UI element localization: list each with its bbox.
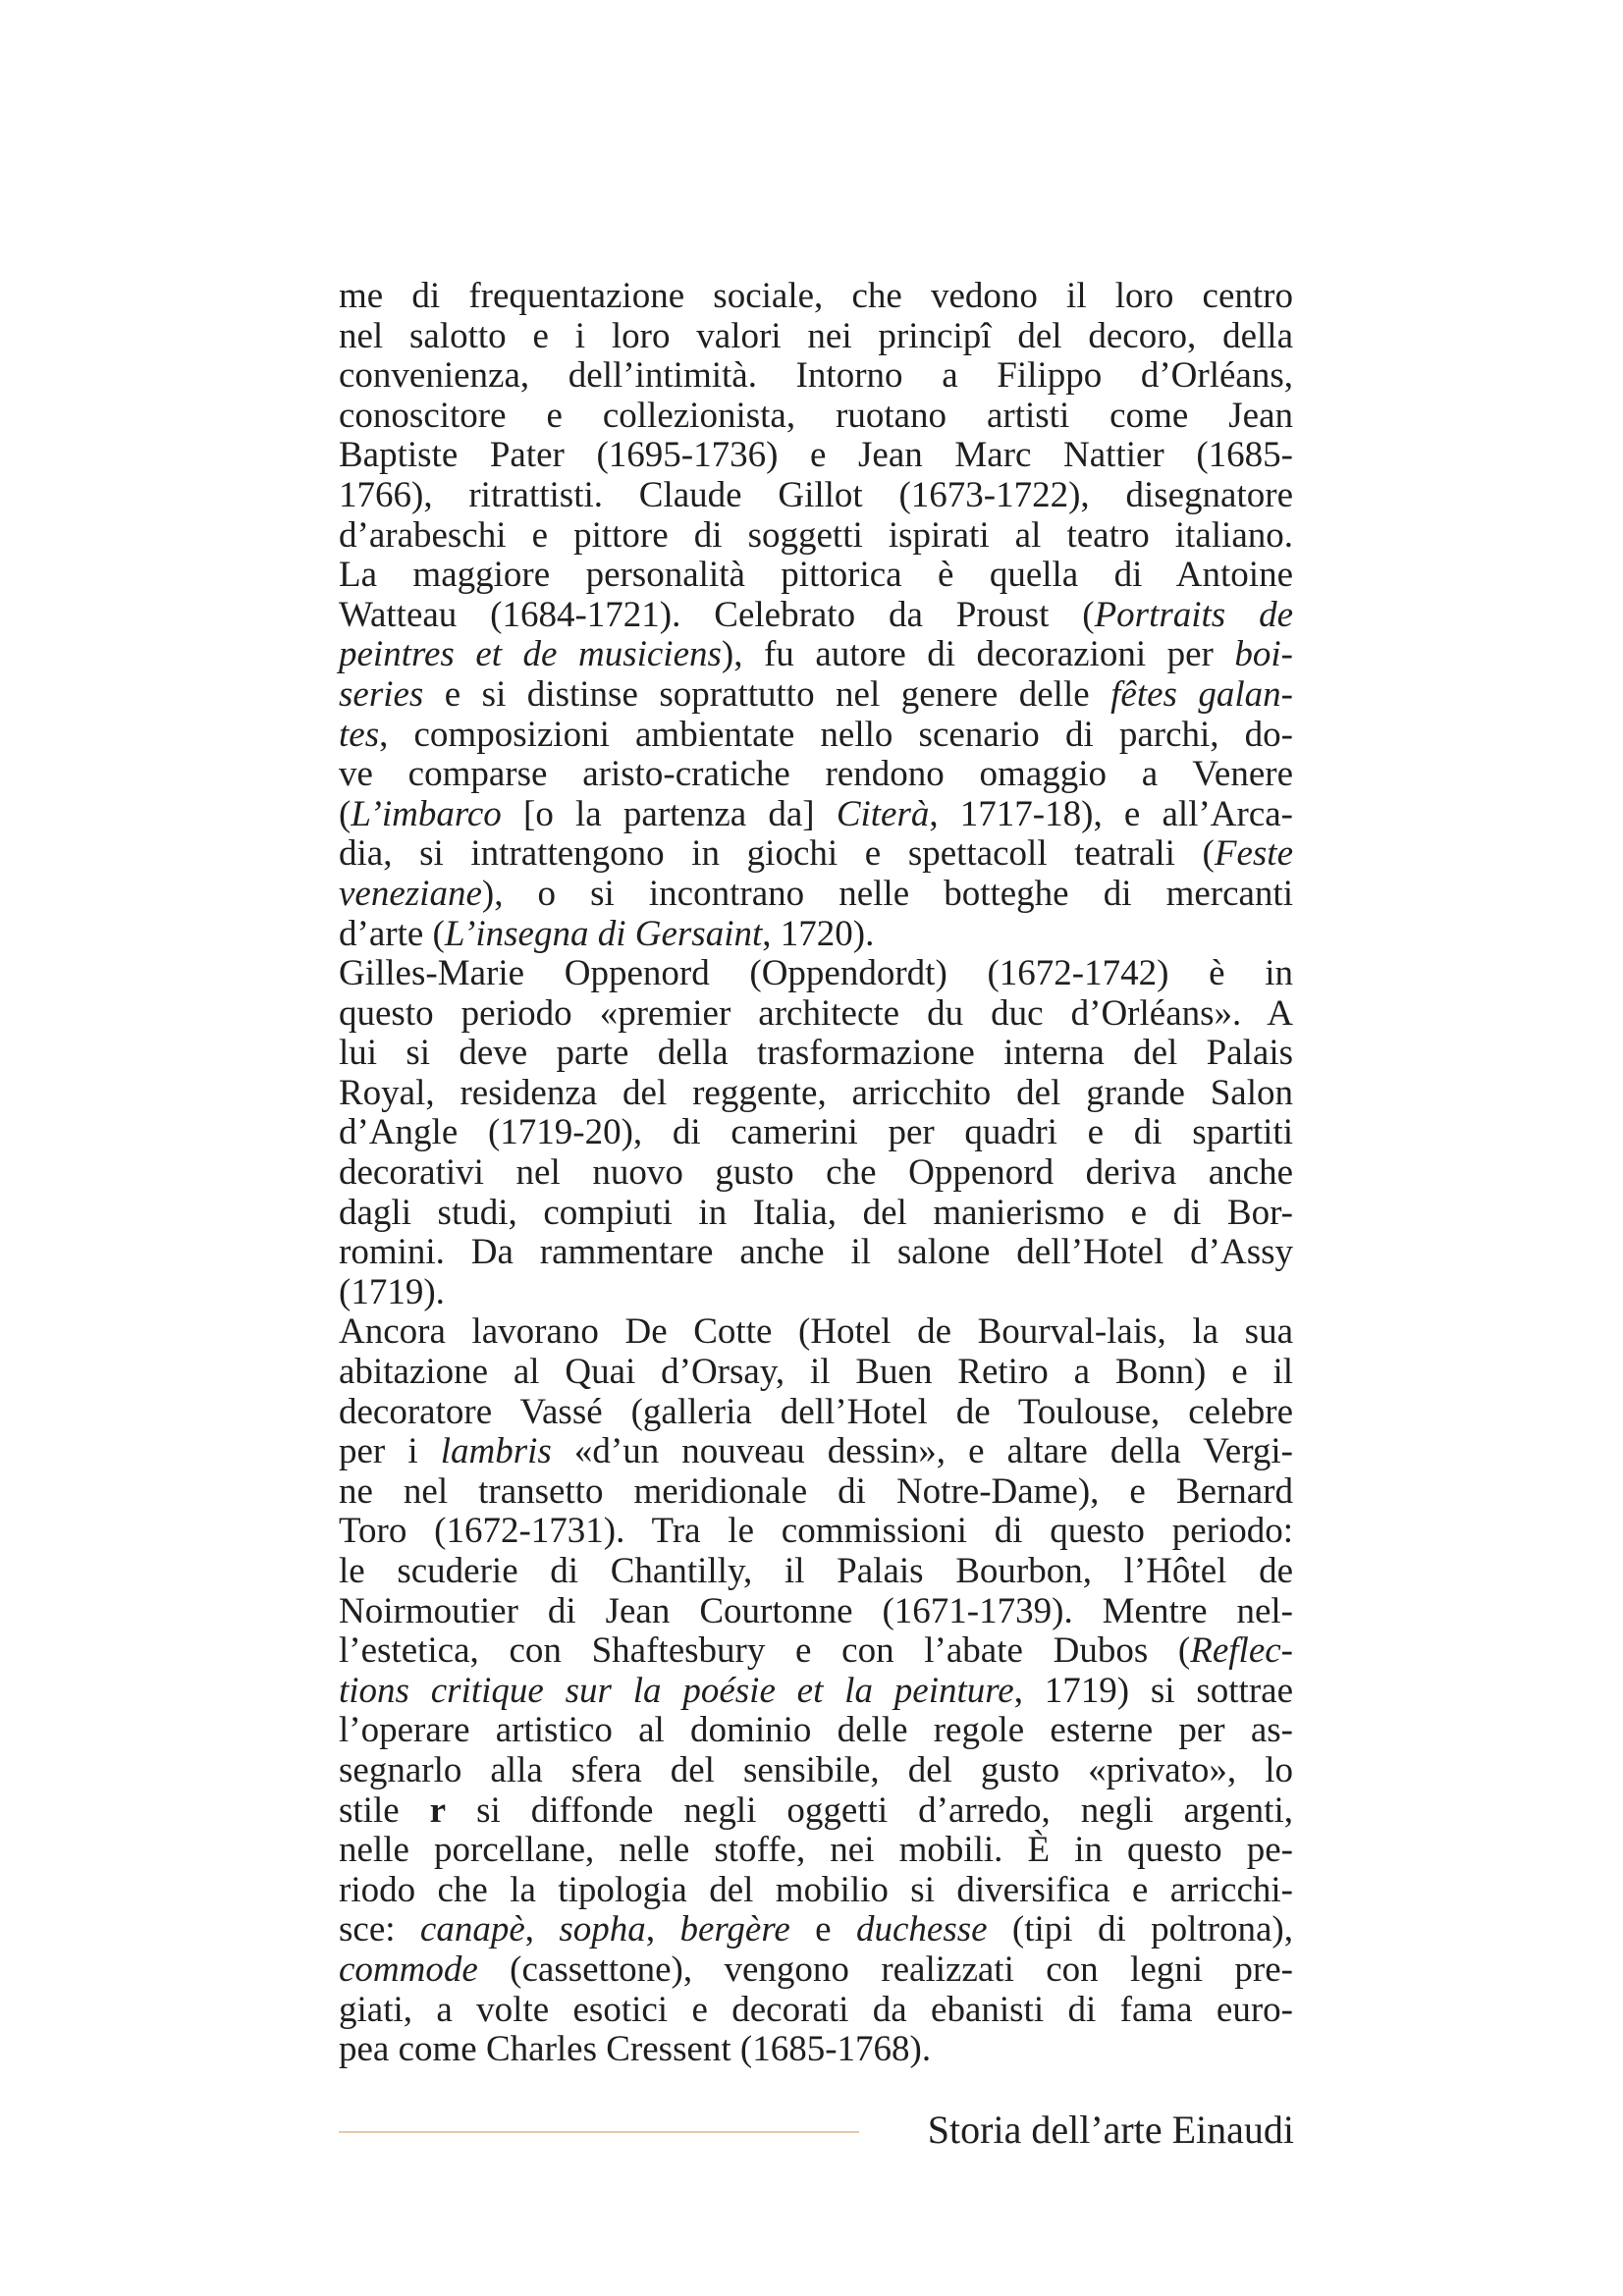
- text-line: [339, 356, 1293, 397]
- text-line: [339, 1512, 1293, 1552]
- footer-rule: [339, 2131, 859, 2133]
- text-run: , 1719) si sottrae: [1013, 1670, 1293, 1711]
- text-run: questo periodo «premier architecte du duc d’Orléans». A: [339, 992, 1293, 1034]
- text-run: dia, si intrattengono in giochi e spettacoll teatrali (: [339, 833, 1215, 875]
- text-run: convenienza, dell’intimità. Intorno a Filippo d’Orléans,: [339, 355, 1293, 397]
- text-line: [339, 516, 1293, 557]
- text-line: [339, 716, 1293, 756]
- text-run: riodo che la tipologia del mobilio si diversifica e arricchi-: [339, 1869, 1293, 1910]
- text-run: ), o si incontrano nelle botteghe di mercanti: [481, 873, 1293, 914]
- text-run: abitazione al Quai d’Orsay, il Buen Retiro a Bonn) e il: [339, 1352, 1293, 1393]
- text-line: [339, 675, 1293, 716]
- text-run: [o la partenza da]: [501, 793, 837, 834]
- text-line: [339, 1991, 1293, 2031]
- text-line: [339, 1910, 1293, 1950]
- text-line: [339, 1631, 1293, 1672]
- text-run: nel salotto e i loro valori nei principî del decoro, della: [339, 315, 1293, 356]
- text-run: e si distinse soprattutto nel genere delle: [423, 673, 1111, 715]
- text-run: ve comparse aristo-cratiche rendono omaggio a Venere: [339, 754, 1293, 795]
- text-run: l’estetica, con Shaftesbury e con l’abate Dubos (: [339, 1630, 1191, 1672]
- italic-text: tions critique sur la poésie et la peinture: [339, 1670, 1014, 1711]
- text-run: pea come Charles Cressent (1685-1768).: [339, 2029, 932, 2070]
- text-run: , composizioni ambientate nello scenario di parchi, do-: [379, 714, 1293, 755]
- text-run: 1766), ritrattisti. Claude Gillot (1673-1722), disegnatore: [339, 474, 1293, 515]
- text-line: [339, 635, 1293, 675]
- text-run: Ancora lavorano De Cotte (Hotel de Bourval-lais, la sua: [339, 1311, 1293, 1353]
- text-line: [339, 755, 1293, 795]
- italic-text: tes: [339, 714, 380, 755]
- italic-text: boi-: [1234, 634, 1293, 675]
- italic-text: lambris: [440, 1431, 552, 1472]
- text-line: [339, 1393, 1293, 1433]
- italic-text: Feste: [1214, 833, 1293, 875]
- text-line: [339, 1113, 1293, 1153]
- text-run: d’arabeschi e pittore di soggetti ispirati al teatro italiano.: [339, 514, 1293, 556]
- text-line: [339, 834, 1293, 875]
- text-line: [339, 1273, 1293, 1313]
- text-run: (1719).: [339, 1271, 445, 1312]
- text-run: ne nel transetto meridionale di Notre-Dame), e Bernard: [339, 1470, 1293, 1512]
- text-run: segnarlo alla sfera del sensibile, del gusto «privato», lo: [339, 1749, 1293, 1790]
- text-line: [339, 1233, 1293, 1273]
- text-line: [339, 1831, 1293, 1871]
- text-line: [339, 954, 1293, 994]
- text-run: decoratore Vassé (galleria dell’Hotel de Toulouse, celebre: [339, 1391, 1293, 1432]
- text-run: La maggiore personalità pittorica è quella di Antoine: [339, 555, 1293, 596]
- text-line: [339, 994, 1293, 1035]
- text-line: [339, 1552, 1293, 1592]
- text-run: (: [339, 793, 352, 834]
- text-run: Toro (1672-1731). Tra le commissioni di questo periodo:: [339, 1511, 1293, 1552]
- text-run: ,: [645, 1909, 680, 1950]
- text-line: [339, 915, 1293, 955]
- text-line: [339, 1711, 1293, 1751]
- text-line: [339, 1672, 1293, 1712]
- italic-text: sopha: [559, 1909, 646, 1950]
- italic-text: peintres et de musiciens: [339, 634, 722, 675]
- text-run: Noirmoutier di Jean Courtonne (1671-1739). Mentre nel-: [339, 1590, 1293, 1631]
- text-run: romini. Da rammentare anche il salone dell’Hotel d’Assy: [339, 1232, 1293, 1273]
- text-line: [339, 2030, 1293, 2070]
- text-run: le scuderie di Chantilly, il Palais Bourbon, l’Hôtel de: [339, 1551, 1293, 1591]
- text-run: , 1717-18), e all’Arca-: [929, 793, 1294, 834]
- text-run: e: [789, 1909, 856, 1950]
- italic-text: Citerà: [836, 793, 930, 834]
- text-run: dagli studi, compiuti in Italia, del manierismo e di Bor-: [339, 1192, 1293, 1233]
- text-line: [339, 397, 1293, 437]
- text-line: [339, 1432, 1293, 1472]
- text-run: Gilles-Marie Oppenord (Oppendordt) (1672-1742) è in: [339, 953, 1293, 994]
- text-line: [339, 436, 1293, 476]
- text-run: d’Angle (1719-20), di camerini per quadri e di spartiti: [339, 1112, 1293, 1153]
- text-line: [339, 1751, 1293, 1791]
- footer-title: Storia dell’arte Einaudi: [927, 2108, 1294, 2152]
- text-line: [339, 596, 1293, 636]
- text-line: [339, 1034, 1293, 1074]
- text-run: Royal, residenza del reggente, arricchito del grande Salon: [339, 1072, 1293, 1113]
- text-run: l’operare artistico al dominio delle regole esterne per as-: [339, 1710, 1293, 1751]
- text-run: «d’un nouveau dessin», e altare della Vergi-: [551, 1431, 1293, 1472]
- text-line: [339, 1194, 1293, 1234]
- text-line: [339, 1353, 1293, 1393]
- italic-text: commode: [339, 1949, 478, 1990]
- text-line: [339, 317, 1293, 357]
- text-run: d’arte (: [339, 913, 445, 954]
- text-run: (cassettone), vengono realizzati con legni pre-: [477, 1949, 1293, 1990]
- text-run: decorativi nel nuovo gusto che Oppenord deriva anche: [339, 1152, 1293, 1194]
- text-line: [339, 1312, 1293, 1353]
- text-run: lui si deve parte della trasformazione interna del Palais: [339, 1033, 1293, 1074]
- text-run: sce:: [339, 1909, 420, 1950]
- text-line: [339, 795, 1293, 835]
- body-text: [339, 277, 1293, 2070]
- text-run: Baptiste Pater (1695-1736) e Jean Marc Nattier (1685-: [339, 435, 1293, 476]
- text-run: conoscitore e collezionista, ruotano artisti come Jean: [339, 395, 1293, 436]
- italic-text: bergère: [679, 1909, 790, 1950]
- italic-text: Reflec-: [1190, 1630, 1293, 1672]
- italic-text: L’insegna di Gersaint: [444, 913, 763, 954]
- bold-text: r: [429, 1789, 447, 1831]
- text-run: nelle porcellane, nelle stoffe, nei mobili. È in questo pe-: [339, 1830, 1293, 1871]
- italic-text: series: [339, 673, 424, 715]
- text-line: [339, 277, 1293, 317]
- text-run: stile: [339, 1789, 430, 1831]
- text-run: (tipi di poltrona),: [987, 1909, 1293, 1950]
- text-run: , 1720).: [762, 913, 875, 954]
- text-line: [339, 1871, 1293, 1911]
- text-run: si diffonde negli oggetti d’arredo, negli argenti,: [446, 1789, 1293, 1831]
- text-run: per i: [339, 1431, 441, 1472]
- text-run: ,: [524, 1909, 560, 1950]
- text-line: [339, 1153, 1293, 1194]
- text-line: [339, 1791, 1293, 1832]
- text-line: [339, 1074, 1293, 1114]
- italic-text: veneziane: [339, 873, 482, 914]
- text-line: [339, 1592, 1293, 1632]
- italic-text: Portraits de: [1094, 594, 1294, 635]
- text-line: [339, 1950, 1293, 1991]
- italic-text: canapè: [419, 1909, 525, 1950]
- text-run: me di frequentazione sociale, che vedono il loro centro: [339, 276, 1293, 316]
- text-line: [339, 1472, 1293, 1513]
- text-run: giati, a volte esotici e decorati da ebanisti di fama euro-: [339, 1989, 1293, 2030]
- text-line: [339, 476, 1293, 516]
- italic-text: L’imbarco: [351, 793, 502, 834]
- italic-text: fêtes galan-: [1110, 673, 1294, 715]
- text-line: [339, 556, 1293, 596]
- text-run: Watteau (1684-1721). Celebrato da Proust (: [339, 594, 1095, 635]
- text-line: [339, 875, 1293, 915]
- italic-text: duchesse: [855, 1909, 988, 1950]
- text-run: ), fu autore di decorazioni per: [721, 634, 1235, 675]
